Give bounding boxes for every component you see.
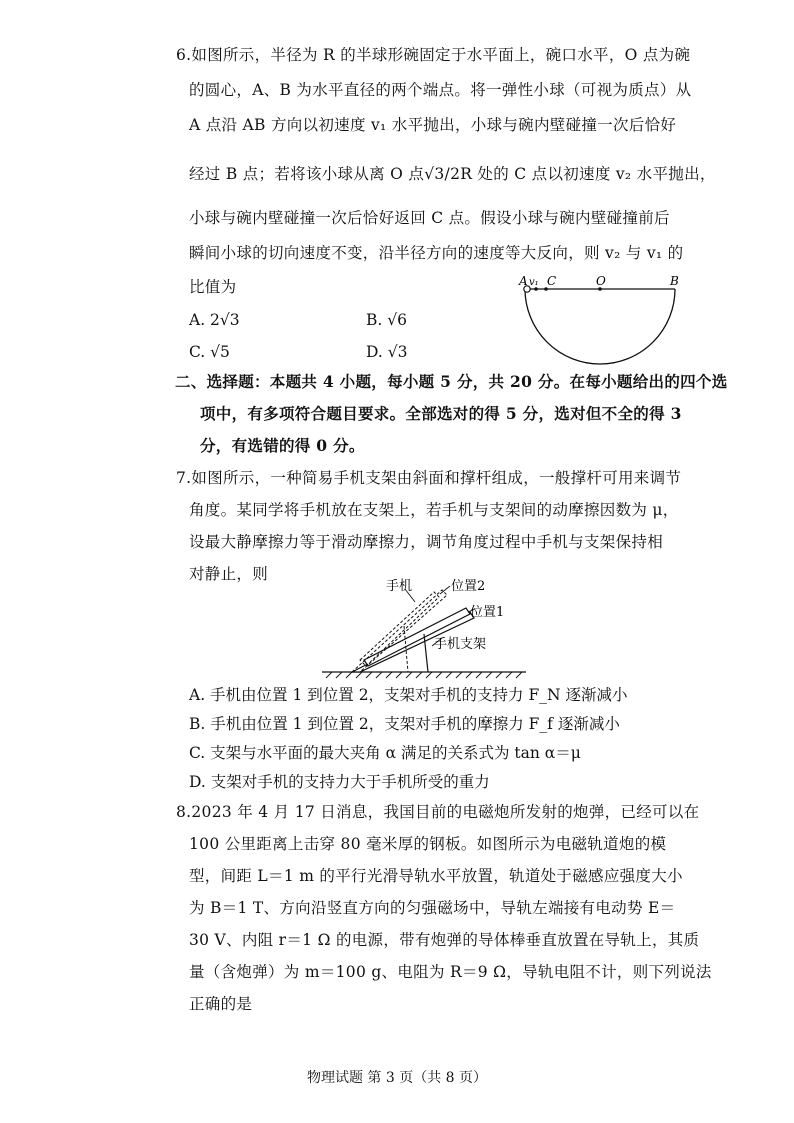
q7-option-c: C. 支架与水平面的最大夹角 α 满足的关系式为 tan α＝μ <box>189 744 581 762</box>
q6-option-c: C. √5 <box>189 343 230 361</box>
bowl-arc <box>525 289 675 364</box>
label-b: B <box>670 274 679 288</box>
q8-line-2: 100 公里距离上击穿 80 毫米厚的钢板。如图所示为电磁轨道炮的模 <box>189 835 667 853</box>
q6-line-5: 小球与碗内壁碰撞一次后恰好返回 C 点。假设小球与碗内壁碰撞前后 <box>189 209 670 227</box>
section2-line-2: 项中，有多项符合题目要求。全部选对的得 5 分，选对但不全的得 3 <box>200 404 682 423</box>
q6-line-3: A 点沿 AB 方向以初速度 v₁ 水平抛出，小球与碗内壁碰撞一次后恰好 <box>189 116 677 134</box>
label-pos1: 位置1 <box>470 605 505 620</box>
q8-line-1: 8.2023 年 4 月 17 日消息，我国目前的电磁炮所发射的炮弹，已经可以在 <box>176 803 700 821</box>
q7-option-d: D. 支架对手机的支持力大于手机所受的重力 <box>189 773 490 791</box>
q6-line-6: 瞬间小球的切向速度不变，沿半径方向的速度等大反向，则 v₂ 与 v₁ 的 <box>189 244 684 262</box>
phone-stand-figure <box>320 576 530 680</box>
q6-option-a: A. 2√3 <box>189 311 240 329</box>
q6-line-7: 比值为 <box>189 278 237 296</box>
section2-line-3: 分，有选错的得 0 分。 <box>200 436 365 455</box>
q7-line-3: 设最大静摩擦力等于滑动摩擦力，调节角度过程中手机与支架保持相 <box>189 533 664 551</box>
q7-option-a: A. 手机由位置 1 到位置 2，支架对手机的支持力 F_N 逐渐减小 <box>189 686 628 704</box>
q6-line-4: 经过 B 点；若将该小球从离 O 点√3/2R 处的 C 点以初速度 v₂ 水平抛出， <box>189 165 716 183</box>
q8-line-6: 量（含炮弹）为 m＝100 g、电阻为 R＝9 Ω，导轨电阻不计，则下列说法 <box>189 963 712 981</box>
q7-line-2: 角度。某同学将手机放在支架上，若手机与支架间的动摩擦因数为 μ， <box>189 501 679 519</box>
label-o: O <box>596 274 606 288</box>
q7-option-b: B. 手机由位置 1 到位置 2，支架对手机的摩擦力 F_f 逐渐减小 <box>189 715 620 733</box>
q6-option-b: B. √6 <box>366 311 407 329</box>
bowl-figure <box>512 272 688 376</box>
label-a: A <box>519 274 528 288</box>
label-stand: 手机支架 <box>434 637 487 652</box>
q7-line-4: 对静止，则 <box>189 565 269 583</box>
label-v1: v₁ <box>529 277 539 288</box>
label-c: C <box>547 274 557 288</box>
label-pos2: 位置2 <box>451 579 486 594</box>
q6-line-1: 6.如图所示，半径为 R 的半球形碗固定于水平面上，碗口水平，O 点为碗 <box>176 46 691 64</box>
q6-option-d: D. √3 <box>366 343 408 361</box>
q8-line-3: 型，间距 L＝1 m 的平行光滑导轨水平放置，轨道处于磁感应强度大小 <box>189 867 683 885</box>
q6-line-2: 的圆心，A、B 为水平直径的两个端点。将一弹性小球（可视为质点）从 <box>189 81 692 99</box>
section2-line-1: 二、选择题：本题共 4 小题，每小题 5 分，共 20 分。在每小题给出的四个选 <box>175 372 728 391</box>
q8-line-5: 30 V、内阻 r＝1 Ω 的电源，带有炮弹的导体棒垂直放置在导轨上，其质 <box>189 931 700 949</box>
q7-line-1: 7.如图所示，一种简易手机支架由斜面和撑杆组成，一般撑杆可用来调节 <box>176 469 682 487</box>
q8-line-4: 为 B＝1 T、方向沿竖直方向的匀强磁场中，导轨左端接有电动势 E＝ <box>189 899 676 917</box>
ground-hatching <box>326 672 522 678</box>
q8-line-7: 正确的是 <box>189 995 253 1013</box>
page-footer: 物理试题 第 3 页（共 8 页） <box>306 1070 488 1086</box>
label-phone: 手机 <box>386 579 413 594</box>
